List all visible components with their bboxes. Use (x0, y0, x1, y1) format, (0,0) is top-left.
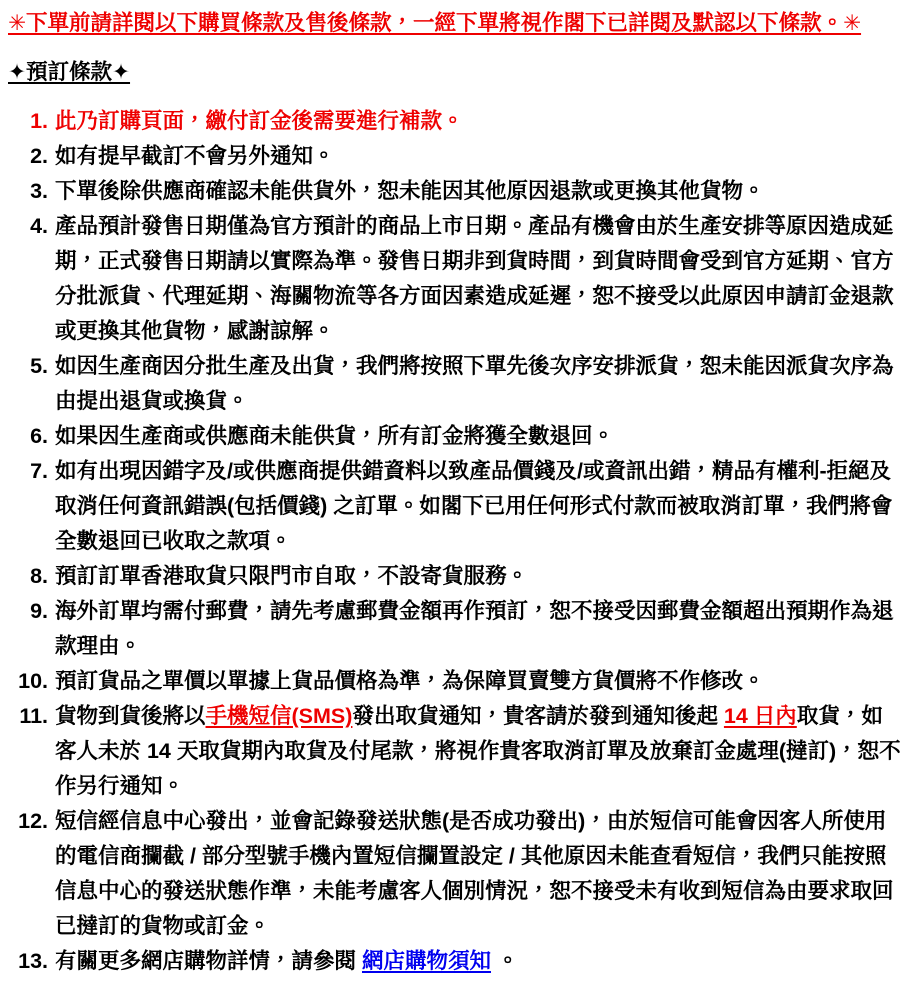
terms-text: 貨物到貨後將以 (55, 704, 206, 728)
terms-text: 下單後除供應商確認未能供貨外，恕未能因其他原因退款或更換其他貨物。 (55, 179, 765, 203)
terms-item (54, 664, 903, 699)
terms-text: 海外訂單均需付郵費，請先考慮郵費金額再作預訂，恕不接受因郵費金額超出預期作為退款理由。 (55, 599, 894, 658)
terms-highlight-text: 此乃訂購頁面，繳付訂金後需要進行補款。 (55, 109, 464, 133)
terms-item (54, 699, 903, 804)
terms-text: 取貨，如客人未於 14 天取貨期內取貨及付尾款，將視作貴客取消訂單及放棄訂金處理(撻訂)，恕不作另行通知。 (55, 704, 901, 798)
terms-text: 有關更多網店購物詳情，請參閱 (55, 949, 362, 973)
terms-item (54, 594, 903, 664)
terms-item (54, 349, 903, 419)
terms-text: 如有提早截訂不會另外通知。 (55, 144, 335, 168)
terms-item (54, 559, 903, 594)
terms-item (54, 804, 903, 944)
terms-highlight-text: 手機短信(SMS) (205, 704, 353, 728)
terms-item (54, 209, 903, 349)
section-title-preorder-terms: ✦預訂條款✦ (8, 60, 131, 84)
shop-guide-link[interactable]: 網店購物須知 (361, 949, 491, 973)
purchase-warning-notice: ✳下單前請詳閱以下購買條款及售後條款，一經下單將視作閣下已詳閱及默認以下條款。✳ (8, 11, 862, 35)
terms-item (54, 944, 903, 979)
terms-text: 如因生產商因分批生產及出貨，我們將按照下單先後次序安排派貨，恕未能因派貨次序為由提出退貨或換貨。 (55, 354, 894, 413)
terms-item (54, 419, 903, 454)
terms-text: 發出取貨通知，貴客請於發到通知後起 (352, 704, 724, 728)
terms-text: 如果因生產商或供應商未能供貨，所有訂金將獲全數退回。 (55, 424, 615, 448)
terms-highlight-text: 14 日內 (723, 704, 797, 728)
terms-item (54, 454, 903, 559)
terms-list (8, 104, 903, 979)
terms-item (54, 139, 903, 174)
terms-text: 短信經信息中心發出，並會記錄發送狀態(是否成功發出)，由於短信可能會因客人所使用的電信商攔截 / 部分型號手機內置短信攔置設定 / 其他原因未能查看短信，我們只能按照信息中心的發送狀態作準，未能考慮客人個別情況，恕不接受未有收到短信為由要求取回已撻訂的貨物或訂金。 (55, 809, 894, 938)
terms-text: 預訂訂單香港取貨只限門市自取，不設寄貨服務。 (55, 564, 529, 588)
terms-text: 。 (491, 949, 519, 973)
terms-item (54, 174, 903, 209)
terms-text: 預訂貨品之單價以單據上貨品價格為準，為保障買賣雙方貨價將不作修改。 (55, 669, 765, 693)
terms-text: 如有出現因錯字及/或供應商提供錯資料以致產品價錢及/或資訊出錯，精品有權利-拒絕及取消任何資訊錯誤(包括價錢) 之訂單。如閣下已用任何形式付款而被取消訂單，我們將會全數退回已收取之款項。 (55, 459, 893, 553)
terms-item (54, 104, 903, 139)
terms-text: 產品預計發售日期僅為官方預計的商品上市日期。產品有機會由於生產安排等原因造成延期，正式發售日期請以實際為準。發售日期非到貨時間，到貨時間會受到官方延期、官方分批派貨、代理延期、海關物流等各方面因素造成延遲，恕不接受以此原因申請訂金退款或更換其他貨物，感謝諒解。 (55, 214, 894, 343)
